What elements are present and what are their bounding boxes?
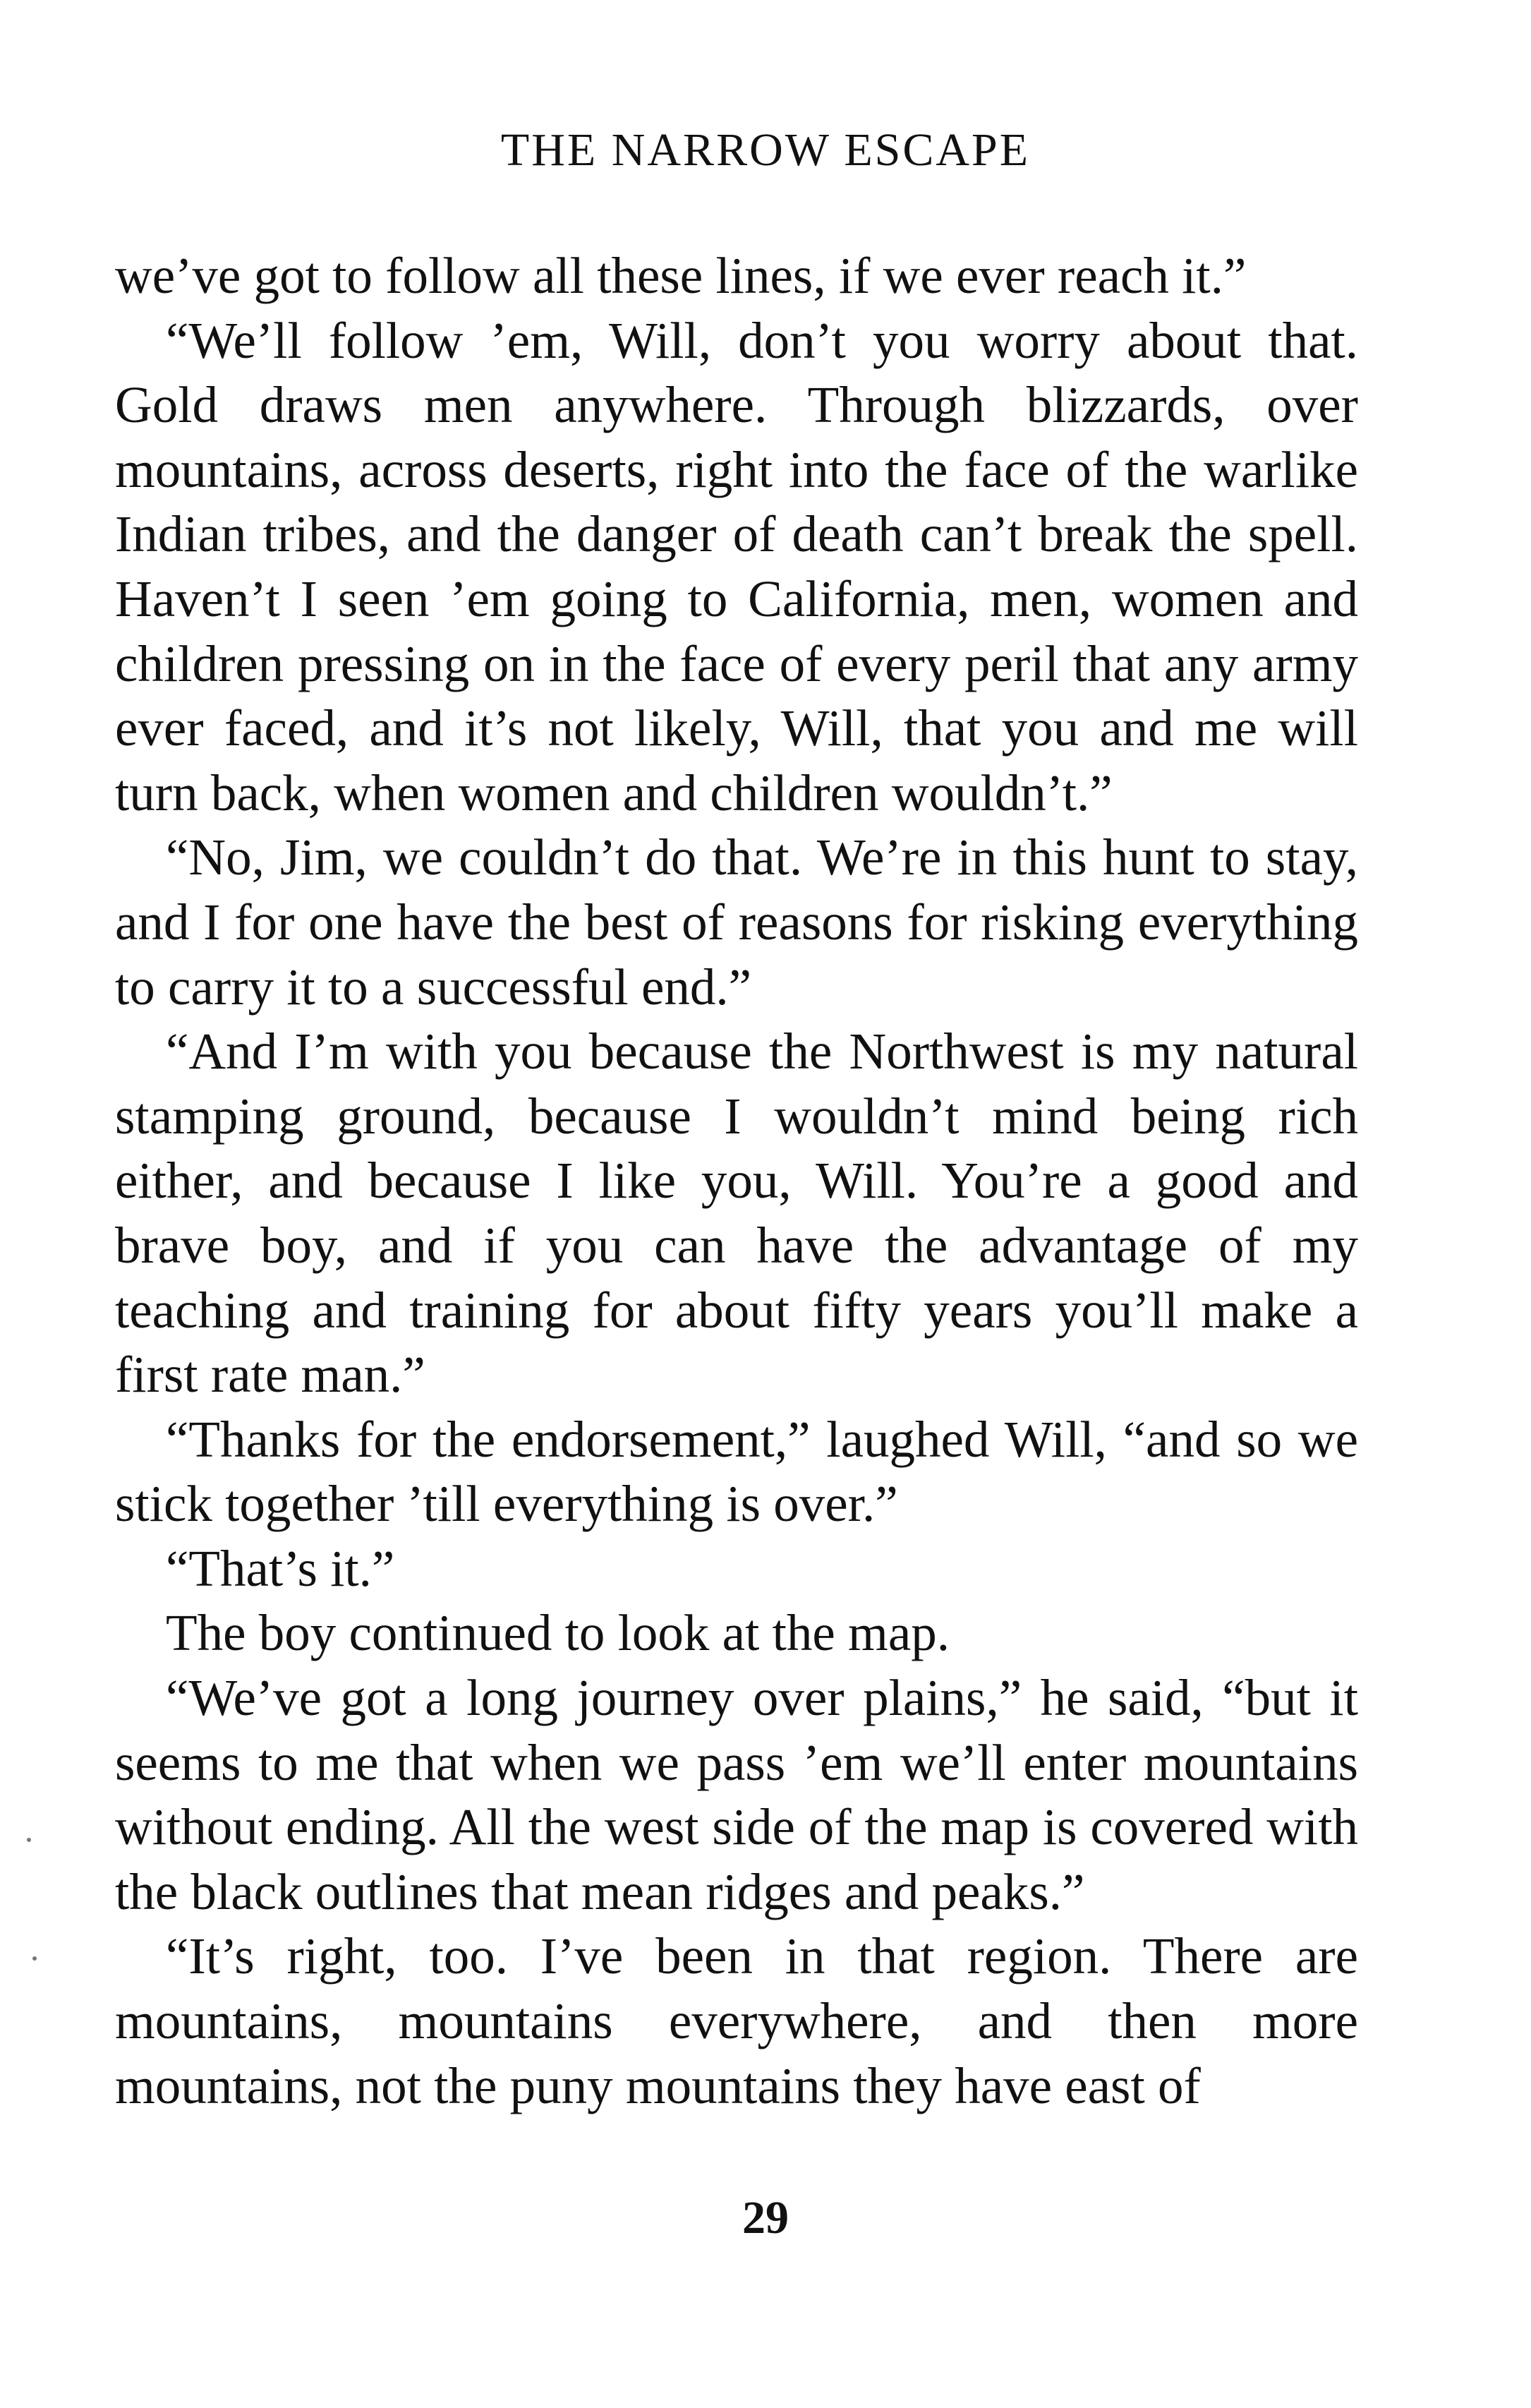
- scan-speck: [27, 1838, 31, 1842]
- paragraph-continued: we’ve got to follow all these lines, if we ever reach it.”: [115, 247, 1247, 304]
- paragraph: “That’s it.”: [166, 1539, 395, 1597]
- body-text: [115, 243, 1358, 2118]
- paragraph: “And I’m with you because the Northwest is my natural stamping ground, because I wouldn’t mind being rich either, and because I like you, Will. You’re a good and brave boy, and if you can have the advantage of my teaching and training for about fifty years you’ll make a first rate man.”: [115, 1023, 1358, 1404]
- page-number: 29: [742, 2192, 789, 2244]
- paragraph: “Thanks for the endorsement,” laughed Will, “and so we stick together ’till everything is over.”: [115, 1410, 1358, 1533]
- running-head: THE NARROW ESCAPE: [500, 124, 1031, 176]
- paragraph: The boy continued to look at the map.: [166, 1604, 950, 1662]
- paragraph: “We’ve got a long journey over plains,” he said, “but it seems to me that when we pass ’em we’ll enter mountains without ending. All the west side of the map is covered with the black outlines that mean ridges and peaks.”: [115, 1669, 1358, 1920]
- paragraph: “It’s right, too. I’ve been in that region. There are mountains, mountains everywhere, and then more mountains, not the puny mountains they have east of: [115, 1927, 1358, 2114]
- paragraph: “We’ll follow ’em, Will, don’t you worry about that. Gold draws men anywhere. Through blizzards, over mountains, across deserts, right into the face of the warlike Indian tribes, and the danger of death can’t break the spell. Haven’t I seen ’em going to California, men, women and children pressing on in the face of every peril that any army ever faced, and it’s not likely, Will, that you and me will turn back, when women and children wouldn’t.”: [115, 311, 1358, 821]
- scan-speck: [32, 1956, 37, 1961]
- paragraph: “No, Jim, we couldn’t do that. We’re in this hunt to stay, and I for one have the best of reasons for risking everything to carry it to a successful end.”: [115, 829, 1358, 1016]
